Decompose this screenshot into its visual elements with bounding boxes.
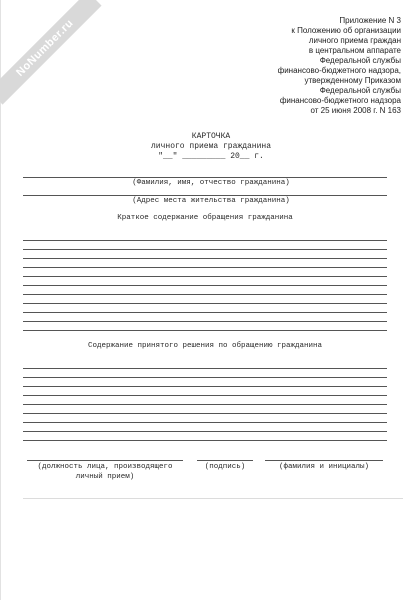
name-signature-line (265, 460, 383, 461)
appendix-line: личного приема граждан (308, 36, 401, 45)
fio-line (23, 177, 387, 178)
position-caption-line: личный прием) (75, 473, 135, 481)
summary-line (23, 276, 387, 277)
decision-line (23, 413, 387, 414)
watermark-ribbon (0, 0, 102, 105)
card-date: "__" _________ 20__ г. (158, 152, 264, 161)
watermark-text: NoNumber.ru (14, 17, 76, 79)
appendix-line: финансово-бюджетного надзора (279, 96, 401, 105)
appendix-line: Федеральной службы (319, 56, 401, 65)
summary-line (23, 294, 387, 295)
appendix-line: в центральном аппарате (308, 46, 401, 55)
decision-line (23, 440, 387, 441)
summary-line (23, 240, 387, 241)
signature-caption: (подпись) (204, 463, 246, 471)
summary-heading: Краткое содержание обращения гражданина (117, 214, 293, 222)
signature-line (197, 460, 253, 461)
fio-caption: (Фамилия, имя, отчество гражданина) (132, 179, 290, 187)
appendix-line: от 25 июня 2008 г. N 163 (310, 106, 401, 115)
appendix-note (241, 16, 401, 116)
card-subtitle: личного приема гражданина (150, 142, 272, 151)
decision-line (23, 422, 387, 423)
summary-line (23, 267, 387, 268)
summary-line (23, 285, 387, 286)
summary-line (23, 321, 387, 322)
name-caption: (фамилия и инициалы) (278, 463, 369, 471)
decision-line (23, 431, 387, 432)
position-caption (21, 462, 189, 482)
card-title: КАРТОЧКА (191, 132, 231, 141)
summary-line (23, 258, 387, 259)
appendix-line: Федеральной службы (319, 86, 401, 95)
summary-line (23, 303, 387, 304)
position-caption-line: (должность лица, производящего (37, 463, 173, 471)
appendix-line: Приложение N 3 (339, 16, 401, 25)
decision-line (23, 386, 387, 387)
appendix-line: утвержденному Приказом (304, 76, 401, 85)
appendix-line: финансово-бюджетного надзора, (277, 66, 401, 75)
address-line (23, 195, 387, 196)
summary-line (23, 330, 387, 331)
decision-line (23, 404, 387, 405)
summary-line (23, 249, 387, 250)
decision-line (23, 368, 387, 369)
appendix-line: к Положению об организации (291, 26, 401, 35)
position-signature-line (27, 460, 183, 461)
summary-line (23, 312, 387, 313)
decision-line (23, 377, 387, 378)
decision-line (23, 395, 387, 396)
bottom-divider (23, 498, 403, 499)
decision-heading: Содержание принятого решения по обращению гражданина (87, 342, 323, 350)
address-caption: (Адрес места жительства гражданина) (132, 197, 290, 205)
